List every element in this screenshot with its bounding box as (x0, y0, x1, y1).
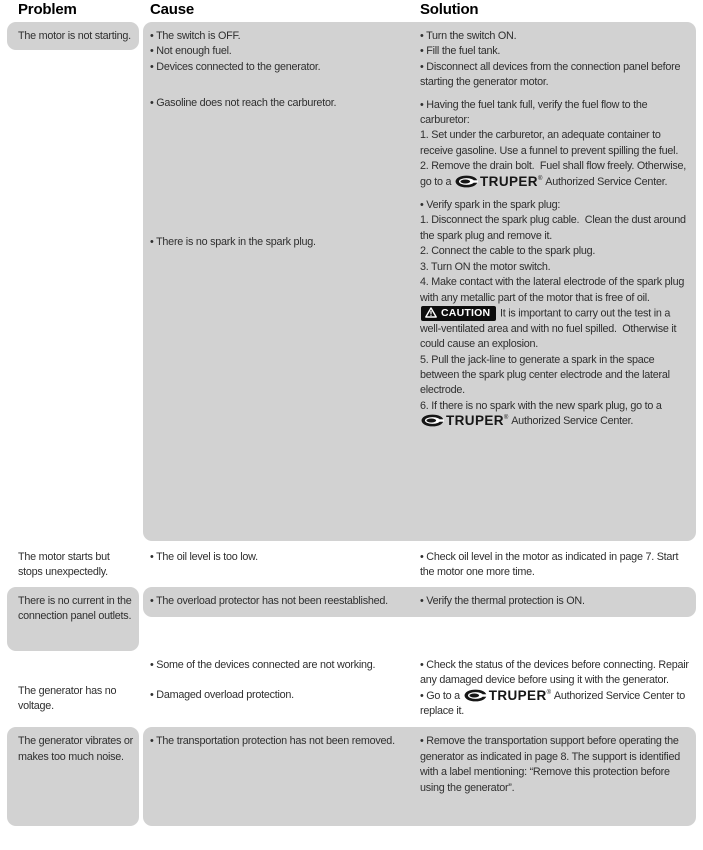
cause-column (143, 550, 420, 581)
cause-item: • Not enough fuel. (150, 45, 232, 58)
table-row (7, 727, 696, 826)
cause-solution-cell (143, 651, 696, 728)
truper-eye-icon (421, 414, 444, 427)
cause-item: • Devices connected to the generator. (150, 60, 321, 73)
registered-mark-icon: ® (546, 689, 551, 696)
cause-solution-cell (143, 727, 696, 826)
troubleshooting-table (0, 22, 703, 826)
truper-logo-text: TRUPER (488, 687, 547, 703)
problem-cell (7, 22, 139, 50)
table-row (7, 651, 696, 728)
cause-item: • The switch is OFF. (150, 30, 241, 42)
cause-column (143, 594, 420, 609)
solution-item: 5. Pull the jack-line to generate a spark in the space between the spark plug center electrode and the lateral electrode. (420, 353, 673, 397)
table-row (7, 543, 696, 587)
solution-item: • Remove the transportation support before operating the generator as indicated in page 8. The support is identified with a label mentioning: “Remove this protection before using the generator”. (420, 735, 683, 794)
column-header-solution: Solution (420, 1, 479, 18)
solution-item: • Check the status of the devices before connecting. Repair any damaged device before using it with the generator. (420, 658, 692, 687)
solution-item: • Having the fuel tank full, verify the fuel flow to the carburetor: (420, 98, 651, 127)
cause-solution-cell (143, 543, 696, 587)
solution-item: • Verify the thermal protection is ON. (420, 594, 585, 607)
truper-eye-icon (455, 175, 478, 188)
solution-item: • Check oil level in the motor as indicated in page 7. Start the motor one more time. (420, 551, 681, 579)
solution-item: • Go to a TRUPER ® Authorized Service Center to replace it. (420, 687, 688, 718)
registered-mark-icon: ® (537, 175, 543, 182)
problem-text: There is no current in the connection panel outlets. (18, 594, 135, 623)
cause-item: • The transportation protection has not been removed. (150, 735, 395, 748)
solution-column (420, 550, 696, 581)
cause-column (143, 734, 420, 818)
registered-mark-icon: ® (503, 415, 509, 422)
problem-text: The generator vibrates or makes too much noise. (18, 735, 136, 763)
problem-cell (7, 727, 139, 826)
cause-column (143, 658, 420, 720)
truper-logo (421, 414, 508, 427)
cause-solution-cell (143, 22, 696, 541)
solution-item: 3. Turn ON the motor switch. (420, 260, 551, 273)
problem-text: The motor starts but stops unexpectedly. (18, 551, 113, 579)
warning-triangle-icon (425, 307, 437, 318)
table-header-row (0, 0, 703, 22)
solution-column (420, 594, 696, 609)
table-row (7, 22, 696, 541)
column-header-problem: Problem (18, 1, 77, 18)
cause-solution-cell (143, 587, 696, 617)
cause-item: • Some of the devices connected are not working. (150, 658, 376, 671)
table-row (7, 587, 696, 651)
caution-label: CAUTION (441, 306, 491, 319)
cause-item: • Gasoline does not reach the carburetor. (150, 97, 337, 110)
cause-item: • There is no spark in the spark plug. (150, 235, 316, 248)
solution-item: 1. Set under the carburetor, an adequate container to receive gasoline. Use a funnel to prevent spilling the fuel. (420, 129, 679, 157)
caution-badge (421, 306, 496, 321)
solution-item: 2. Connect the cable to the spark plug. (420, 245, 596, 258)
solution-column (420, 658, 696, 720)
truper-logo (455, 175, 542, 188)
solution-column (420, 734, 696, 818)
cause-column (143, 29, 420, 533)
solution-item: 2. Remove the drain bolt. Fuel shall flow freely. Otherwise, go to a TRUPER ® Authorized Service Center. (420, 160, 689, 189)
solution-item: 1. Disconnect the spark plug cable. Clean the dust around the spark plug and remove it. (420, 214, 689, 242)
cause-item: • The oil level is too low. (150, 551, 258, 563)
cause-item: • The overload protector has not been reestablished. (150, 594, 388, 607)
solution-item: 6. If there is no spark with the new spark plug, go to a TRUPER ® Authorized Service Center. (420, 399, 665, 429)
solution-column (420, 29, 696, 533)
truper-logo-text: TRUPER (480, 173, 538, 189)
solution-item: • Disconnect all devices from the connection panel before starting the generator motor. (420, 60, 683, 89)
truper-logo (464, 689, 551, 702)
solution-item: • Verify spark in the spark plug: (420, 199, 561, 212)
column-header-cause: Cause (150, 1, 195, 18)
cause-item: • Damaged overload protection. (150, 689, 294, 702)
truper-logo-text: TRUPER (446, 413, 504, 429)
problem-cell (7, 587, 139, 651)
solution-item: 4. Make contact with the lateral electrode of the spark plug with any metallic part of the motor that is free of oil. CAUTION It is important to carry out the test in a well-ventilated area and with no fuel spilled. Otherwise it could cause an explosion. (420, 276, 687, 351)
problem-text: The generator has no voltage. (18, 684, 119, 713)
solution-item: • Fill the fuel tank. (420, 45, 501, 58)
problem-text: The motor is not starting. (18, 30, 131, 42)
problem-cell (7, 543, 139, 587)
solution-item: • Turn the switch ON. (420, 30, 517, 42)
problem-cell (7, 651, 139, 721)
truper-eye-icon (464, 689, 487, 702)
